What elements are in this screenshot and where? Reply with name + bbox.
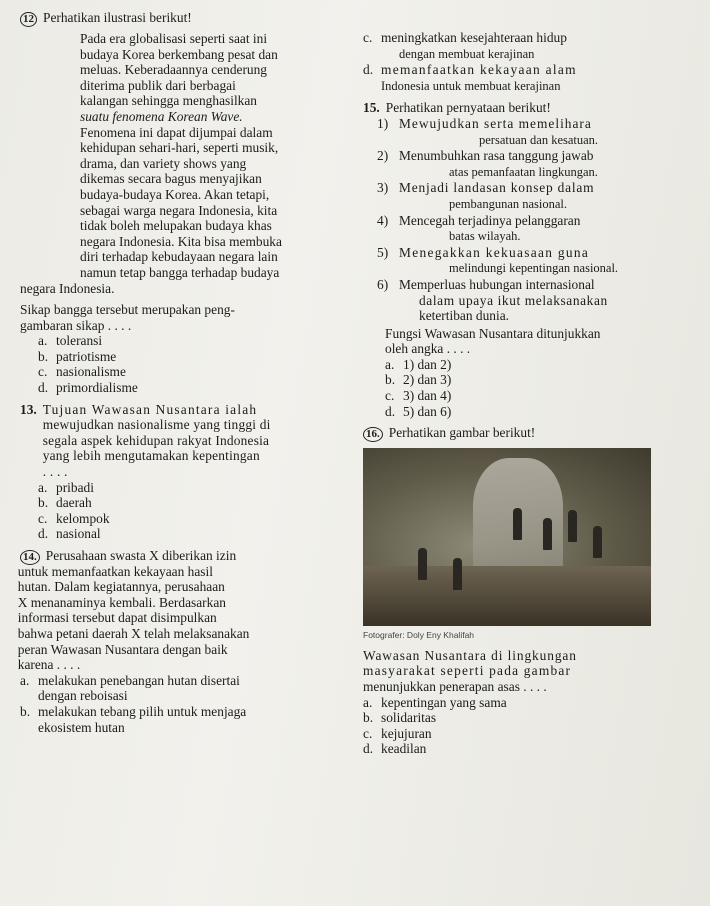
question-16-number: 16.: [363, 427, 383, 442]
question-14-number: 14.: [20, 550, 40, 565]
photo-person: [418, 548, 427, 580]
passage-line: drama, dan variety shows yang: [80, 155, 247, 171]
option-text: primordialisme: [56, 380, 138, 396]
statement-line: persatuan dan kesatuan.: [479, 132, 599, 147]
option-letter: b.: [38, 495, 49, 511]
option-d[interactable]: [363, 741, 698, 757]
passage-line: Pada era globalisasi seperti saat ini: [80, 31, 268, 46]
option-text: patriotisme: [56, 348, 117, 364]
option-d[interactable]: [363, 62, 698, 94]
option-letter: b.: [363, 710, 374, 726]
statement-6: [377, 277, 698, 324]
option-line: melakukan tebang pilih untuk menjaga: [38, 703, 247, 719]
option-text: kelompok: [56, 510, 110, 526]
question-16-prompt: [363, 648, 698, 695]
statement-line: ketertiban dunia.: [419, 308, 509, 324]
question-15-header: [363, 100, 698, 116]
question-15: [363, 100, 698, 419]
passage-line: tidak boleh melupakan budaya khas: [80, 218, 272, 234]
option-text: nasionalisme: [56, 364, 126, 380]
statement-text: [399, 180, 594, 212]
option-text: nasional: [56, 526, 101, 542]
statement-number: 4): [377, 212, 389, 228]
option-text: daerah: [56, 495, 92, 511]
question-number: [20, 548, 40, 565]
option-letter: a.: [363, 694, 373, 710]
option-c[interactable]: [363, 726, 698, 742]
statement-line: Menegakkan kekuasaan guna: [399, 244, 590, 260]
question-13-options: [20, 480, 348, 542]
passage-line: Fenomena ini dapat dijumpai dalam: [80, 124, 273, 140]
option-letter: b.: [38, 348, 49, 364]
option-a[interactable]: [385, 357, 698, 373]
statement-line: Mewujudkan serta memelihara: [399, 115, 592, 131]
statement-text: [399, 116, 598, 148]
statement-5: [377, 245, 698, 277]
passage-line: budaya-budaya Korea. Akan tetapi,: [80, 186, 270, 202]
option-letter: a.: [38, 479, 48, 495]
option-letter: a.: [20, 672, 30, 688]
option-letter: d.: [363, 62, 374, 78]
option-text: kejujuran: [381, 725, 432, 741]
question-14-options-ab: [20, 673, 348, 735]
option-letter: b.: [385, 372, 396, 388]
statement-number: 6): [377, 276, 389, 292]
question-12-number: 12: [20, 12, 37, 27]
option-letter: a.: [385, 356, 395, 372]
option-text: [381, 30, 567, 62]
prompt-line: Wawasan Nusantara di lingkungan: [363, 647, 577, 663]
option-text: pribadi: [56, 479, 94, 495]
statement-4: [377, 213, 698, 245]
option-text: 1) dan 2): [403, 356, 452, 372]
question-line: Tujuan Wawasan Nusantara ialah: [42, 401, 258, 417]
option-line: memanfaatkan kekayaan alam: [381, 62, 577, 78]
option-line: Indonesia untuk membuat kerajinan: [381, 78, 561, 93]
option-letter: d.: [385, 403, 396, 419]
photo-ground: [363, 566, 651, 626]
option-d[interactable]: [38, 380, 348, 396]
option-a[interactable]: [20, 673, 348, 704]
option-text: 2) dan 3): [403, 372, 452, 388]
question-16-options: [363, 695, 698, 757]
option-letter: c.: [385, 388, 395, 404]
option-line: melakukan penebangan hutan disertai: [38, 672, 240, 688]
statement-text: [399, 277, 608, 324]
question-14: [17, 548, 348, 735]
passage-line: suatu fenomena Korean Wave.: [80, 108, 243, 124]
prompt-line: oleh angka . . . .: [385, 341, 471, 357]
photo-person: [568, 510, 577, 542]
prompt-line: Fungsi Wawasan Nusantara ditunjukkan: [385, 325, 601, 341]
question-13-text: [43, 402, 271, 480]
question-15-number: 15.: [363, 100, 380, 116]
option-line: meningkatkan kesejahteraan hidup: [381, 30, 567, 45]
question-line: yang lebih mengutamakan kepentingan: [42, 448, 260, 464]
option-b[interactable]: [20, 704, 348, 735]
option-b[interactable]: [385, 372, 698, 388]
option-text: toleransi: [56, 333, 103, 349]
question-line: X menanaminya kembali. Berdasarkan: [17, 594, 226, 610]
question-line: untuk memanfaatkan kekayaan hasil: [17, 563, 213, 579]
option-a[interactable]: [363, 695, 698, 711]
option-line: dengan membuat kerajinan: [399, 46, 535, 61]
question-14-header: [17, 548, 348, 673]
question-16-header: [363, 425, 698, 442]
passage-line: negara Indonesia. Kita bisa membuka: [80, 233, 282, 249]
photo-person: [593, 526, 602, 558]
option-text: 5) dan 6): [403, 403, 452, 419]
option-text: 3) dan 4): [403, 388, 452, 404]
statement-line: Menjadi landasan konsep dalam: [399, 180, 595, 196]
option-text: [381, 62, 577, 94]
question-12-options: [20, 333, 348, 395]
statement-2: [377, 148, 698, 180]
question-number: [20, 10, 37, 27]
statement-line: pembangunan nasional.: [449, 196, 568, 211]
statement-text: [399, 148, 598, 180]
question-12-passage: [20, 31, 348, 296]
question-line: hutan. Dalam kegiatannya, perusahaan: [17, 579, 225, 595]
option-a[interactable]: [38, 333, 348, 349]
statement-line: batas wilayah.: [449, 229, 521, 244]
option-line: dengan reboisasi: [38, 688, 128, 704]
right-column: [363, 30, 698, 757]
question-12-title: Perhatikan ilustrasi berikut!: [43, 10, 192, 25]
statement-line: dalam upaya ikut melaksanakan: [419, 292, 608, 308]
statement-line: melindungi kepentingan nasional.: [449, 261, 619, 276]
question-line: Perusahaan swasta X diberikan izin: [45, 548, 237, 563]
question-12-prompt: [20, 302, 348, 333]
passage-line: negara Indonesia.: [20, 280, 115, 296]
option-text: keadilan: [381, 741, 427, 757]
passage-line: kehidupan sehari-hari, seperti musik,: [80, 140, 279, 156]
rescue-photo: [363, 448, 651, 626]
question-15-options: [363, 357, 698, 419]
question-13: [20, 402, 348, 542]
question-line: informasi tersebut dapat disimpulkan: [17, 610, 217, 626]
option-a[interactable]: [38, 480, 348, 496]
passage-line: sebagai warga negara Indonesia, kita: [80, 202, 278, 218]
option-letter: b.: [20, 703, 31, 719]
passage-line: meluas. Keberadaannya cenderung: [80, 62, 268, 78]
passage-line: dikemas secara bagus menyajikan: [80, 171, 262, 187]
left-column: [17, 10, 348, 735]
passage-line: diterima publik dari berbagai: [80, 77, 236, 93]
passage-line: kalangan sehingga menghasilkan: [80, 93, 258, 109]
option-letter: c.: [38, 364, 48, 380]
option-text: [38, 673, 240, 704]
statement-number: 2): [377, 148, 389, 164]
option-line: ekosistem hutan: [38, 719, 125, 735]
option-letter: a.: [38, 333, 48, 349]
passage-line: budaya Korea berkembang pesat dan: [80, 46, 278, 62]
statement-text: [399, 213, 580, 245]
statement-line: atas pemanfaatan lingkungan.: [449, 164, 598, 179]
question-13-number: 13.: [20, 401, 37, 417]
question-16: [363, 425, 698, 757]
option-text: kepentingan yang sama: [381, 694, 507, 710]
option-c[interactable]: [38, 364, 348, 380]
option-c[interactable]: [38, 511, 348, 527]
option-letter: d.: [38, 526, 49, 542]
option-c[interactable]: [385, 388, 698, 404]
question-12-header: [20, 10, 348, 27]
option-b[interactable]: [38, 495, 348, 511]
option-d[interactable]: [38, 526, 348, 542]
prompt-line: menunjukkan penerapan asas . . . .: [363, 679, 547, 695]
statement-text: [399, 245, 618, 277]
option-letter: c.: [363, 725, 373, 741]
photo-person: [513, 508, 522, 540]
option-b[interactable]: [363, 710, 698, 726]
question-14-options-cd: [363, 30, 698, 94]
option-b[interactable]: [38, 349, 348, 365]
question-line: bahwa petani daerah X telah melaksanakan: [17, 625, 250, 641]
prompt-line: Sikap bangga tersebut merupakan peng-: [20, 302, 235, 318]
statement-line: Menumbuhkan rasa tanggung jawab: [399, 148, 594, 164]
statement-1: [377, 116, 698, 148]
question-15-title: Perhatikan pernyataan berikut!: [385, 100, 551, 116]
option-d[interactable]: [385, 404, 698, 420]
prompt-line: gambaran sikap . . . .: [20, 317, 132, 333]
option-letter: d.: [38, 380, 49, 396]
question-line: segala aspek kehidupan rakyat Indonesia: [42, 432, 270, 448]
option-text: solidaritas: [381, 710, 437, 726]
question-number: [363, 425, 383, 442]
photo-credit: Fotografer: Doly Eny Khalifah: [363, 630, 475, 641]
question-15-statements: [363, 116, 698, 324]
statement-3: [377, 180, 698, 212]
prompt-line: masyarakat seperti pada gambar: [363, 663, 572, 679]
question-12: [20, 10, 348, 396]
passage-line: diri terhadap kebudayaan negara lain: [80, 249, 278, 265]
statement-line: Mencegah terjadinya pelanggaran: [399, 212, 581, 228]
option-letter: c.: [38, 510, 48, 526]
question-16-title: Perhatikan gambar berikut!: [388, 425, 536, 441]
question-line: . . . .: [42, 464, 68, 480]
statement-number: 3): [377, 180, 389, 196]
statement-number: 1): [377, 115, 389, 131]
photo-person: [543, 518, 552, 550]
passage-line: namun tetap bangga terhadap budaya: [80, 264, 280, 280]
question-15-prompt: [363, 326, 698, 357]
question-line: peran Wawasan Nusantara dengan baik: [17, 641, 228, 657]
option-text: [38, 704, 246, 735]
option-letter: c.: [363, 30, 373, 45]
statement-line: Memperluas hubungan internasional: [399, 276, 595, 292]
statement-number: 5): [377, 244, 389, 260]
option-c[interactable]: [363, 30, 698, 62]
option-letter: d.: [363, 741, 374, 757]
photo-person: [453, 558, 462, 590]
question-line: mewujudkan nasionalisme yang tinggi di: [42, 417, 271, 433]
question-13-header: [20, 402, 348, 480]
question-line: karena . . . .: [17, 657, 81, 673]
